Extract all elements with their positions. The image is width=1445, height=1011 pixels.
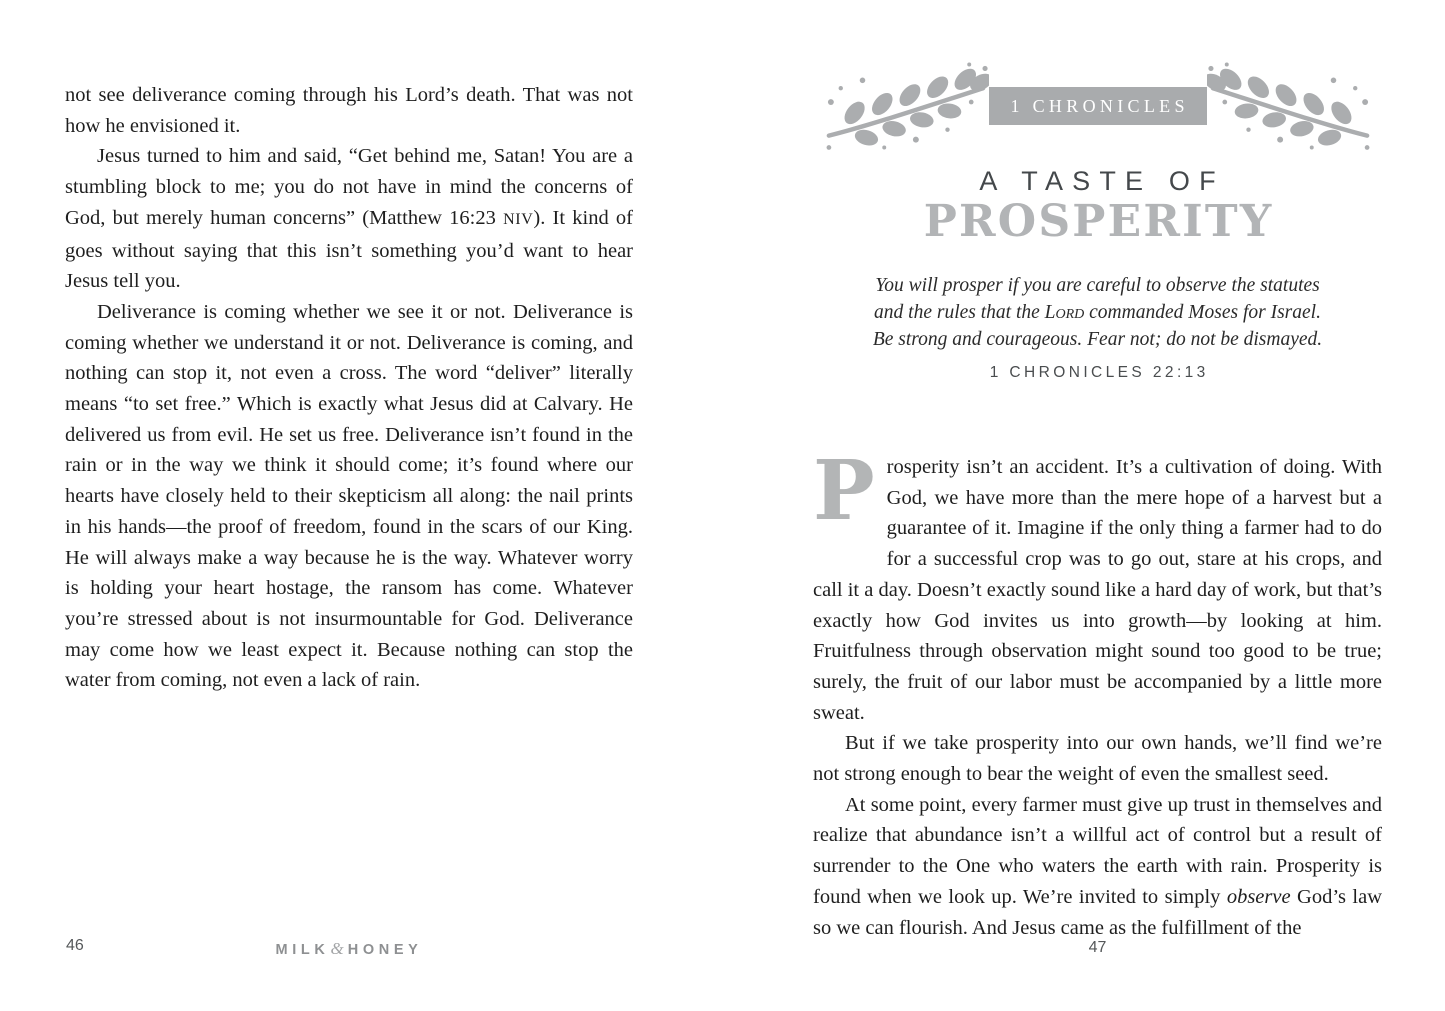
paragraph-dropcap: [813, 443, 1382, 728]
paragraph: not see deliverance coming through his Lord’s death. That was not how he envisioned it.: [65, 84, 633, 137]
right-text-column: [813, 443, 1383, 943]
laurel-branch-icon: [821, 60, 989, 152]
page-left: [0, 0, 722, 1011]
brand-word-2: HONEY: [347, 942, 423, 958]
page-number-right: 47: [1088, 939, 1107, 956]
epigraph-line: You will prosper if you are careful to observe the statutes: [875, 275, 1320, 296]
paragraph: But if we take prosperity into our own hands, we’ll find we’re not strong enough to bear the weight of even the smallest seed.: [813, 732, 1382, 786]
page-number-left: 46: [66, 937, 84, 954]
verse-reference: 1 CHRONICLES 22:13: [989, 364, 1209, 381]
running-footer-brand: [65, 939, 633, 959]
left-text-column: [65, 80, 633, 696]
paragraph: At some point, every farmer must give up trust in themselves and realize that abundance isn’t a willful act of control but a result of surrender to the One who waters the earth with rain. Prosperity is found when we look up. We’re invited to simply observe God’s law so we can flourish. And Jesus came as the fulfillment of the: [813, 793, 1383, 939]
drop-cap: P: [813, 443, 875, 539]
paragraph-text: rosperity isn’t an accident. It’s a cultivation of doing. With God, we have more than the mere hope of a harvest but a guarantee of it. Imagine if the only thing a farmer had to do for a successful crop was to go out, stare at his crops, and call it a day. Doesn’t exactly sound like a hard day of work, but that’s exactly how God invites us into growth—by looking at him. Fruitfulness through observation might sound too good to be true; surely, the fruit of our labor must be accompanied by a little more sweat.: [813, 456, 1382, 724]
chapter-title-kicker: A TASTE OF: [979, 166, 1225, 196]
page-right: [722, 0, 1445, 1011]
epigraph-line: and the rules that the Lord commanded Moses for Israel.: [874, 302, 1321, 323]
brand-word-1: MILK: [275, 942, 330, 958]
chapter-title-main: PROSPERITY: [923, 196, 1274, 247]
paragraph: Deliverance is coming whether we see it or not. Deliverance is coming whether we understand it or not. Deliverance is coming, and nothing can stop it, not even a cross. The word “deliver” literally means “to set free.” Which is exactly what Jesus did at Calvary. He delivered us from evil. He set us free. Deliverance isn’t found in the rain or in the way we think it should come; it’s found where our hearts have closely held to their skepticism all along: the nail prints in his hands—the proof of freedom, found in the scars of our King. He will always make a way because he is the way. Whatever worry is holding your heart hostage, the ransom has come. Whatever you’re stressed about is not insurmountable for God. Deliverance may come how we least expect it. Because nothing can stop the water from coming, not even a lack of rain.: [65, 300, 633, 692]
paragraph: Jesus turned to him and said, “Get behind me, Satan! You are a stumbling block to me; you do not have in mind the concerns of God, but merely human concerns” (Matthew 16:23 NIV). It kind of goes without saying that this isn’t something you’d want to hear Jesus tell you.: [65, 145, 633, 293]
brand-ampersand: &: [330, 939, 344, 958]
chapter-header: [813, 56, 1382, 156]
chapter-banner: 1 CHRONICLES: [989, 87, 1207, 125]
laurel-branch-icon: [1207, 60, 1375, 152]
epigraph-line: Be strong and courageous. Fear not; do not be dismayed.: [872, 329, 1323, 350]
epigraph-verse: [788, 272, 1407, 353]
